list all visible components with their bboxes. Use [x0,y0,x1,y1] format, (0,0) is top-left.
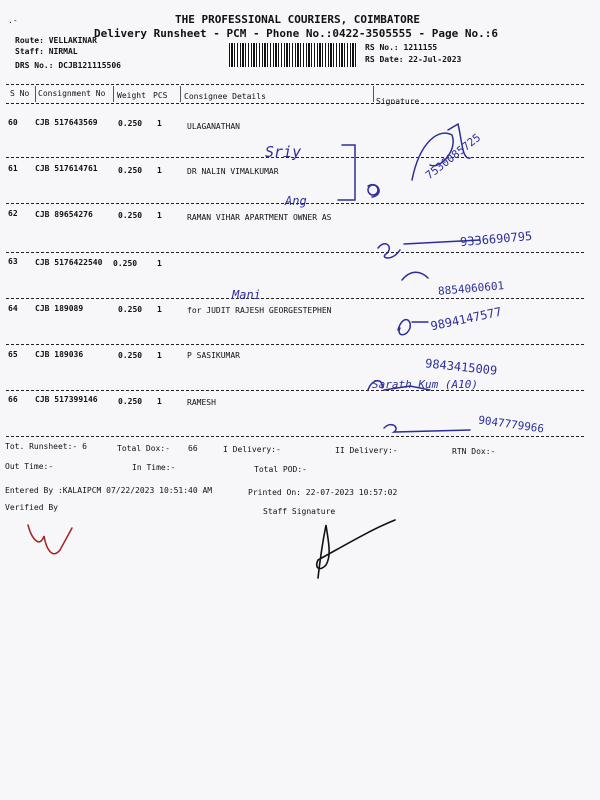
row-sno: 65 [8,350,18,359]
route-label: Route: VELLAKINAR [15,36,97,45]
hand-sig-65: Sarath Kum (A10) [372,378,478,391]
row-consignment: CJB 189036 [35,350,84,359]
col-weight: Weight [117,91,146,100]
row-consignment: CJB 517399146 [35,395,98,404]
rs-date: RS Date: 22-Jul-2023 [365,55,462,64]
row-consignment: CJB 189089 [35,304,84,313]
total-dox-value: 66 [188,444,198,453]
rtn-dox: RTN Dox:- [452,447,496,456]
row-weight: 0.250 [118,119,143,128]
ii-delivery: II Delivery:- [335,446,398,455]
staff-label: Staff: NIRMAL [15,47,78,56]
tot-runsheet: Tot. Runsheet:- 6 [5,442,87,451]
hand-phone-62: 9336690795 [459,228,533,250]
hand-ang: Ang [285,194,307,208]
rs-number: RS No.: 1211155 [365,43,438,52]
total-pod: Total POD:- [254,465,307,474]
col-pcs: PCS [153,91,168,100]
row-sno: 64 [8,304,18,313]
total-dox-label: Total Dox:- [117,444,170,453]
row-sno: 61 [8,164,18,173]
runsheet-title: Delivery Runsheet - PCM - Phone No.:0422-3505555 - Page No.:6 [94,27,498,40]
row-weight: 0.250 [118,305,143,314]
hand-phone-66: 9047779966 [477,413,545,436]
staff-signature: Staff Signature [263,507,336,516]
row-consignee: ULAGANATHAN [187,122,240,131]
row-pcs: 1 [157,397,162,406]
hand-mani: Mani [232,288,261,302]
hand-sig-61: Sriy [265,143,302,161]
row-consignee: RAMESH [187,398,216,407]
printed-on: Printed On: 22-07-2023 10:57:02 [248,488,398,497]
i-delivery: I Delivery:- [223,445,281,454]
row-pcs: 1 [157,351,162,360]
company-name: THE PROFESSIONAL COURIERS, COIMBATORE [175,13,421,26]
hand-phone-65: 9843415009 [424,356,498,378]
col-consignment: Consignment No [38,89,106,98]
col-sno: S No [10,89,30,98]
drs-number: DRS No.: DCJB121115506 [15,61,121,70]
row-consignment: CJB 517643569 [35,118,98,127]
row-consignee: for JUDIT RAJESH GEORGESTEPHEN [187,306,332,315]
row-sno: 63 [8,257,18,266]
row-pcs: 1 [157,211,162,220]
out-time: Out Time:- [5,462,54,471]
row-sno: 62 [8,209,18,218]
row-consignment: CJB 517614761 [35,164,98,173]
row-weight: 0.250 [113,259,138,268]
in-time: In Time:- [132,463,176,472]
row-consignment: CJB 5176422540 [35,258,103,267]
row-sno: 66 [8,395,18,404]
row-weight: 0.250 [118,166,143,175]
row-weight: 0.250 [118,211,143,220]
entered-by: Entered By :KALAIPCM 07/22/2023 10:51:40 AM [5,486,213,495]
row-consignment: CJB 89654276 [35,210,93,219]
row-pcs: 1 [157,259,162,268]
hand-phone-60: 7530085725 [423,130,484,183]
row-sno: 60 [8,118,18,127]
tick-mark: .- [8,16,18,25]
row-consignee: DR NALIN VIMALKUMAR [187,167,279,176]
col-consignee: Consignee Details [184,92,266,101]
row-weight: 0.250 [118,351,143,360]
row-consignee: P SASIKUMAR [187,351,240,360]
hand-phone-63: 8854060601 [437,279,505,298]
row-pcs: 1 [157,166,162,175]
verified-by: Verified By [5,503,58,512]
hand-phone-64: 9894147577 [429,304,503,334]
row-pcs: 1 [157,119,162,128]
row-weight: 0.250 [118,397,143,406]
row-consignee: RAMAN VIHAR APARTMENT OWNER AS [187,213,332,222]
col-signature: Signature [376,97,420,106]
row-pcs: 1 [157,305,162,314]
